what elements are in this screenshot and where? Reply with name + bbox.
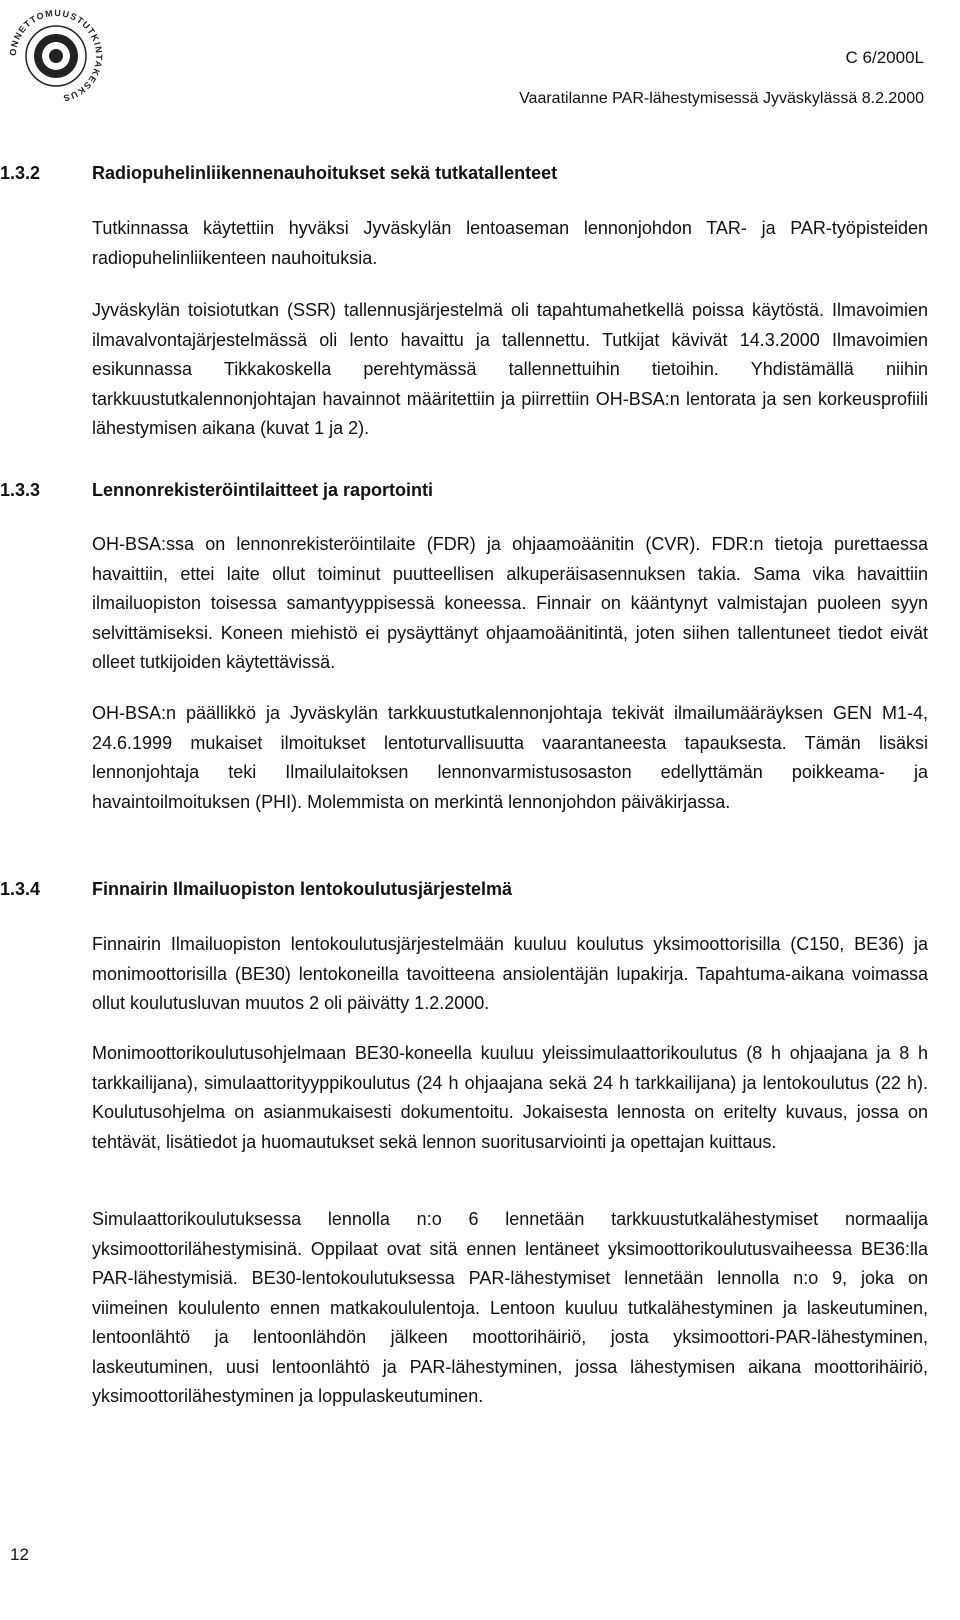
- section-title: Radiopuhelinliikennenauhoitukset sekä tutkatallenteet: [92, 163, 558, 183]
- section-title: Lennonrekisteröintilaitteet ja raportointi: [92, 480, 434, 500]
- section-number: 1.3.4: [0, 879, 41, 899]
- paragraph: Tutkinnassa käytettiin hyväksi Jyväskylän lentoaseman lennonjohdon TAR- ja PAR-työpisteiden radiopuhelinliikenteen nauhoituksia.: [92, 218, 928, 268]
- paragraph: Jyväskylän toisiotutkan (SSR) tallennusjärjestelmä oli tapahtumahetkellä poissa käytöstä. Ilmavoimien ilmavalvontajärjestelmässä oli lento havaittu ja tallennettu. Tutkijat kävivät 14.3.2000 Ilmavoimien esikunnassa Tikkakoskella perehtymässä tallennettuihin tietoihin. Yhdistämällä niihin tarkkuustutkalennonjohtajan havainnot määritettiin ja piirrettiin OH-BSA:n lentorata ja sen korkeusprofiili lähestymisen aikana (kuvat 1 ja 2).: [92, 300, 928, 438]
- section-number: 1.3.2: [0, 163, 41, 183]
- agency-seal-logo: [4, 4, 108, 108]
- paragraph: Finnairin Ilmailuopiston lentokoulutusjärjestelmään kuuluu koulutus yksimoottorisilla (C150, BE36) ja monimoottorisilla (BE30) lentokoneilla tavoitteena ansiolentäjän lupakirja. Tapahtuma-aikana voimassa ollut koulutusluvan muutos 2 oli päivätty 1.2.2000.: [92, 934, 928, 1013]
- paragraph: OH-BSA:ssa on lennonrekisteröintilaite (FDR) ja ohjaamoäänitin (CVR). FDR:n tietoja purettaessa havaittiin, ettei laite ollut toiminut puutteellisen alkuperäisasennuksen takia. Sama vika havaittiin ilmailuopiston toisessa samantyyppisessä koneessa. Finnair on kääntynyt valmistajan puoleen syyn selvittämiseksi. Koneen miehistö ei pysäyttänyt ohjaamoäänitintä, joten siihen tallentuneet tiedot eivät olleet tutkijoiden käytettävissä.: [92, 534, 928, 672]
- document-subtitle: Vaaratilanne PAR-lähestymisessä Jyväskylässä 8.2.2000: [519, 90, 924, 107]
- paragraph: Simulaattorikoulutuksessa lennolla n:o 6 lennetään tarkkuustutkalähestymiset normaalija yksimoottorilähestymisinä. Oppilaat ovat sitä ennen lentäneet yksimoottorikoulutusvaiheessa BE36:lla PAR-lähestymisiä. BE30-lentokoulutuksessa PAR-lähestymiset lennetään lennolla n:o 9, joka on viimeinen koululento ennen matkakoululentoja. Lentoon kuuluu tutkalähestyminen ja laskeutuminen, lentoonlähtö ja lentoonlähdön jälkeen moottorihäiriö, josta yksimoottori-PAR-lähestyminen, laskeutuminen, uusi lentoonlähtö ja PAR-lähestyminen, jossa lähestymisen aikana moottorihäiriö, yksimoottorilähestyminen ja loppulaskeutuminen.: [92, 1209, 928, 1406]
- section-title: Finnairin Ilmailuopiston lentokoulutusjärjestelmä: [92, 879, 513, 899]
- document-code: C 6/2000L: [845, 48, 924, 67]
- page-number: 12: [10, 1545, 29, 1564]
- svg-text:ONNETTOMUUSTUTKINTAKESKUS: ONNETTOMUUSTUTKINTAKESKUS: [7, 7, 105, 104]
- section-number: 1.3.3: [0, 480, 41, 500]
- paragraph: Monimoottorikoulutusohjelmaan BE30-koneella kuuluu yleissimulaattorikoulutus (8 h ohjaajana ja 8 h tarkkailijana), simulaattorityyppikoulutus (24 h ohjaajana sekä 24 h tarkkailijana) ja lentokoulutus (22 h). Koulutusohjelma on asianmukaisesti dokumentoitu. Jokaisesta lennosta on eritelty kuvaus, jossa on tehtävät, lisätiedot ja huomautukset sekä lennon suoritusarviointi ja opettajan kuittaus.: [92, 1043, 928, 1152]
- paragraph: OH-BSA:n päällikkö ja Jyväskylän tarkkuustutkalennonjohtaja tekivät ilmailumääräyksen GEN M1-4, 24.6.1999 mukaiset ilmoitukset lentoturvallisuutta vaarantaneesta tapauksesta. Tämän lisäksi lennonjohtaja teki Ilmailulaitoksen lennonvarmistusosaston edellyttämän poikkeama- ja havaintoilmoituksen (PHI). Molemmista on merkintä lennonjohdon päiväkirjassa.: [92, 703, 928, 812]
